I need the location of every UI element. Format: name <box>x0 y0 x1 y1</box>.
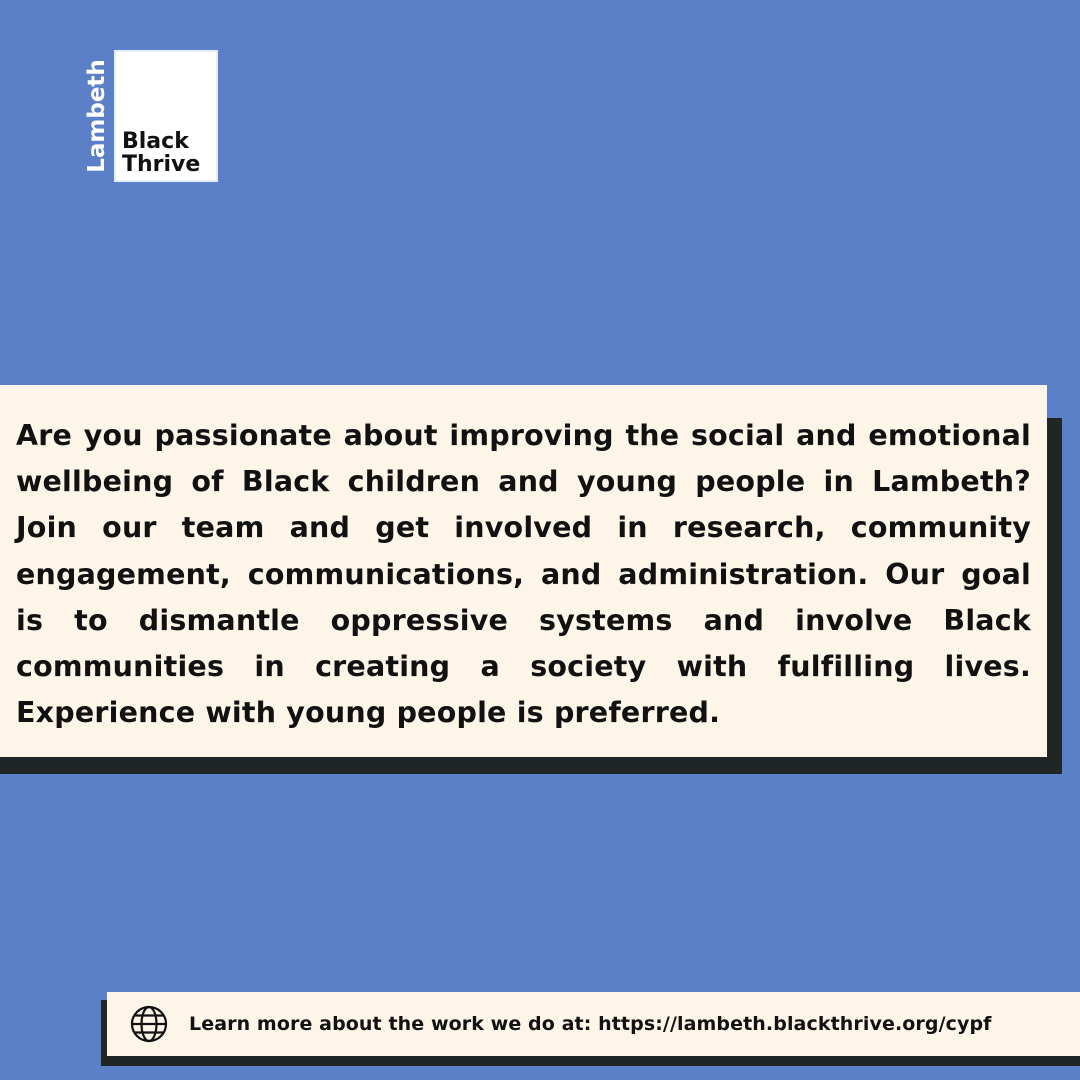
footer-bar <box>107 992 1080 1056</box>
logo-box <box>114 50 218 182</box>
info-text: Are you passionate about improving the social and emotional wellbeing of Black children and young people in Lambeth? Join our team and get involved in research, community engagement, communications, and administration. Our goal is to dismantle oppressive systems and involve Black communities in creating a society with fulfilling lives. Experience with young people is preferred. <box>16 419 1031 730</box>
footer-link-text[interactable]: Learn more about the work we do at: https://lambeth.blackthrive.org/cypf <box>189 1013 992 1035</box>
logo-vertical-text <box>82 50 112 182</box>
logo-line-thrive: Thrive <box>122 152 201 177</box>
info-card <box>0 385 1047 757</box>
globe-icon <box>129 1004 169 1044</box>
logo-lambeth-text: Lambeth <box>84 59 110 173</box>
brand-logo <box>82 50 216 182</box>
logo-line-black: Black <box>122 129 189 154</box>
